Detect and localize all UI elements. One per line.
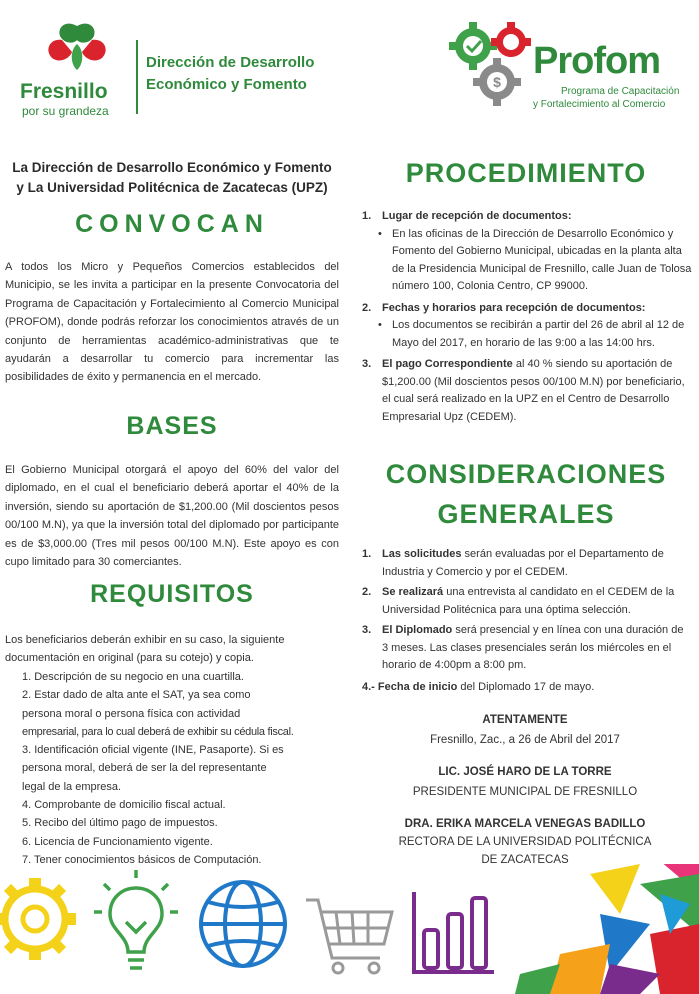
proc-num-3: 3. bbox=[362, 358, 372, 370]
gears-icon bbox=[445, 20, 535, 110]
direccion-line1: Dirección de Desarrollo bbox=[146, 54, 315, 71]
req-item-3b: persona moral, deberá de ser la del representante bbox=[22, 762, 267, 775]
proc-text-3: al 40 % siendo su aportación de $1,200.00 (Mil doscientos pesos 00/100 M.N) por beneficiario, el cual será realizado en la UPZ en el Centro de Desarrollo Empresarial Upz (CEDEM). bbox=[382, 358, 685, 423]
proc-title-2: Fechas y horarios para recepción de documentos: bbox=[382, 301, 646, 314]
req-item-2c: empresarial, para lo cual deberá de exhibir su cédula fiscal. bbox=[22, 725, 294, 738]
cons-text-3: será presencial y en línea con una duración de 3 meses. Las clases presenciales serán los miércoles en el horario de 4:00pm a 8:00 pm. bbox=[382, 624, 684, 671]
cons-text-2: una entrevista al candidato en el CEDEM de la Universidad Politécnica para una óptima selección. bbox=[382, 586, 675, 616]
proc-bold-3: El pago Correspondiente bbox=[382, 358, 513, 370]
intro-line1: La Dirección de Desarrollo Económico y Fomento bbox=[12, 160, 332, 175]
header-divider bbox=[136, 40, 138, 114]
cons-item-4 bbox=[362, 679, 692, 697]
consideraciones-list bbox=[362, 546, 692, 696]
cons-bold-1: Las solicitudes bbox=[382, 548, 462, 560]
intro-heading bbox=[0, 158, 344, 198]
cons-num-3: 3. bbox=[362, 624, 372, 636]
cons-item-2 bbox=[362, 584, 692, 619]
cons-bold-4: 4.- Fecha de inicio bbox=[362, 680, 458, 693]
cons-item-3 bbox=[362, 622, 692, 675]
requisitos-title: REQUISITOS bbox=[90, 580, 254, 608]
fresnillo-logo bbox=[20, 20, 130, 120]
proc-item-3 bbox=[362, 356, 692, 426]
gear-icon bbox=[0, 878, 76, 960]
proc-num-2: 2. bbox=[362, 301, 372, 314]
cons-item-1 bbox=[362, 546, 692, 581]
profom-name: Profom bbox=[533, 40, 660, 82]
shopping-cart-icon bbox=[306, 900, 392, 973]
req-item-2b: persona moral o persona física con actividad bbox=[22, 707, 241, 720]
proc-item-1 bbox=[362, 208, 692, 296]
proc-text-1: • En las oficinas de la Dirección de Desarrollo Económico y Fomento del Gobierno Municipal, ubicadas en la planta alta de la Presidencia Municipal de Fresnillo, calle Juan de Tolosa número 100, Colonia Centro, CP 99000. bbox=[362, 226, 692, 296]
req-item-6: 6. Licencia de Funcionamiento vigente. bbox=[22, 835, 213, 848]
fresnillo-name: Fresnillo bbox=[20, 80, 108, 103]
bases-text: El Gobierno Municipal otorgará el apoyo del 60% del valor del diplomado, en el cual el beneficiario deberá aportar el 40% de la inversión, siendo su aportación de $1,200.00 (Mil doscientos pesos 00/100 M.N), ya que la inversión total del diplomado por participante es de $3,000.00 (Tres mil pesos 00/100 M.N). Este apoyo es con cupo limitado para 30 comerciantes. bbox=[5, 464, 339, 569]
profom-sub2: y Fortalecimiento al Comercio bbox=[533, 99, 666, 110]
atentamente: ATENTAMENTE bbox=[482, 714, 568, 726]
req-item-1: 1. Descripción de su negocio en una cuartilla. bbox=[22, 671, 244, 683]
footer-decoration bbox=[0, 864, 699, 994]
fresnillo-flower-icon bbox=[42, 20, 112, 75]
consideraciones-title bbox=[356, 454, 696, 534]
requisitos-intro: Los beneficiarios deberán exhibir en su caso, la siguiente documentación en original (para su cotejo) y copia. bbox=[5, 634, 285, 665]
sig2-role2: DE ZACATECAS bbox=[481, 854, 569, 866]
cons-bold-3: El Diplomado bbox=[382, 624, 453, 636]
fecha-lugar: Fresnillo, Zac., a 26 de Abril del 2017 bbox=[430, 734, 620, 746]
convocan-text: A todos los Micro y Pequeños Comercios establecidos del Municipio, se les invita a participar en la presente Convocatoria del Programa de Capacitación y Fortalecimiento al Comercio Municipal (PROFOM), donde podrás reforzar los conocimientos através de un conjunto de herramientas académico-administrativas que te ayudarán a desarrollar tu comercio para incrementar las posibilidades de éxito y permanencia en el mercado. bbox=[5, 261, 339, 384]
fresnillo-tagline: por su grandeza bbox=[22, 104, 109, 118]
convocan-title: CONVOCAN bbox=[75, 210, 269, 238]
lightbulb-icon bbox=[94, 870, 178, 968]
req-item-4: 4. Comprobante de domicilio fiscal actual. bbox=[22, 799, 226, 812]
svg-text:$: $ bbox=[493, 74, 501, 90]
req-item-3c: legal de la empresa. bbox=[22, 780, 122, 793]
direccion-line2: Económico y Fomento bbox=[146, 76, 307, 93]
proc-title-1: Lugar de recepción de documentos: bbox=[382, 210, 572, 222]
consideraciones-line1: CONSIDERACIONES bbox=[385, 459, 667, 489]
sig1-name: LIC. JOSÉ HARO DE LA TORRE bbox=[438, 766, 612, 778]
profom-logo bbox=[445, 20, 685, 120]
cons-text-1: serán evaluadas por el Departamento de Industria y Comercio y por el CEDEM. bbox=[382, 548, 664, 578]
proc-num-1: 1. bbox=[362, 210, 372, 222]
proc-item-2 bbox=[362, 300, 692, 353]
direccion-title bbox=[146, 52, 314, 96]
intro-line2: y La Universidad Politécnica de Zacatecas (UPZ) bbox=[16, 180, 328, 195]
signature-block bbox=[360, 711, 690, 869]
sig1-role: PRESIDENTE MUNICIPAL DE FRESNILLO bbox=[412, 786, 638, 798]
bases-title: BASES bbox=[126, 412, 218, 440]
cons-num-2: 2. bbox=[362, 586, 372, 598]
cons-text-4: del Diplomado 17 de mayo. bbox=[457, 680, 595, 693]
req-item-2a: 2. Estar dado de alta ante el SAT, ya sea como bbox=[22, 689, 251, 702]
requisitos-list bbox=[22, 668, 342, 869]
req-item-5: 5. Recibo del último pago de impuestos. bbox=[22, 817, 218, 830]
bar-chart-icon bbox=[414, 892, 494, 972]
profom-sub1: Programa de Capacitación bbox=[561, 86, 680, 97]
sig2-role1: RECTORA DE LA UNIVERSIDAD POLITÉCNICA bbox=[398, 836, 652, 848]
sig2-name: DRA. ERIKA MARCELA VENEGAS BADILLO bbox=[404, 818, 646, 830]
globe-icon bbox=[201, 882, 285, 966]
procedimiento-list bbox=[362, 208, 692, 426]
cons-num-1: 1. bbox=[362, 548, 372, 560]
confetti-decoration bbox=[515, 864, 699, 994]
proc-text-2: • Los documentos se recibirán a partir del 26 de abril al 12 de Mayo del 2017, en horario de las 9:00 a las 14:00 hrs. bbox=[362, 317, 692, 352]
req-item-3a: 3. Identificación oficial vigente (INE, Pasaporte). Si es bbox=[22, 744, 284, 757]
cons-bold-2: Se realizará bbox=[382, 586, 444, 598]
req-item-7: 7. Tener conocimientos básicos de Computación. bbox=[22, 853, 262, 866]
procedimiento-title: PROCEDIMIENTO bbox=[405, 158, 647, 188]
consideraciones-line2: GENERALES bbox=[437, 499, 615, 529]
